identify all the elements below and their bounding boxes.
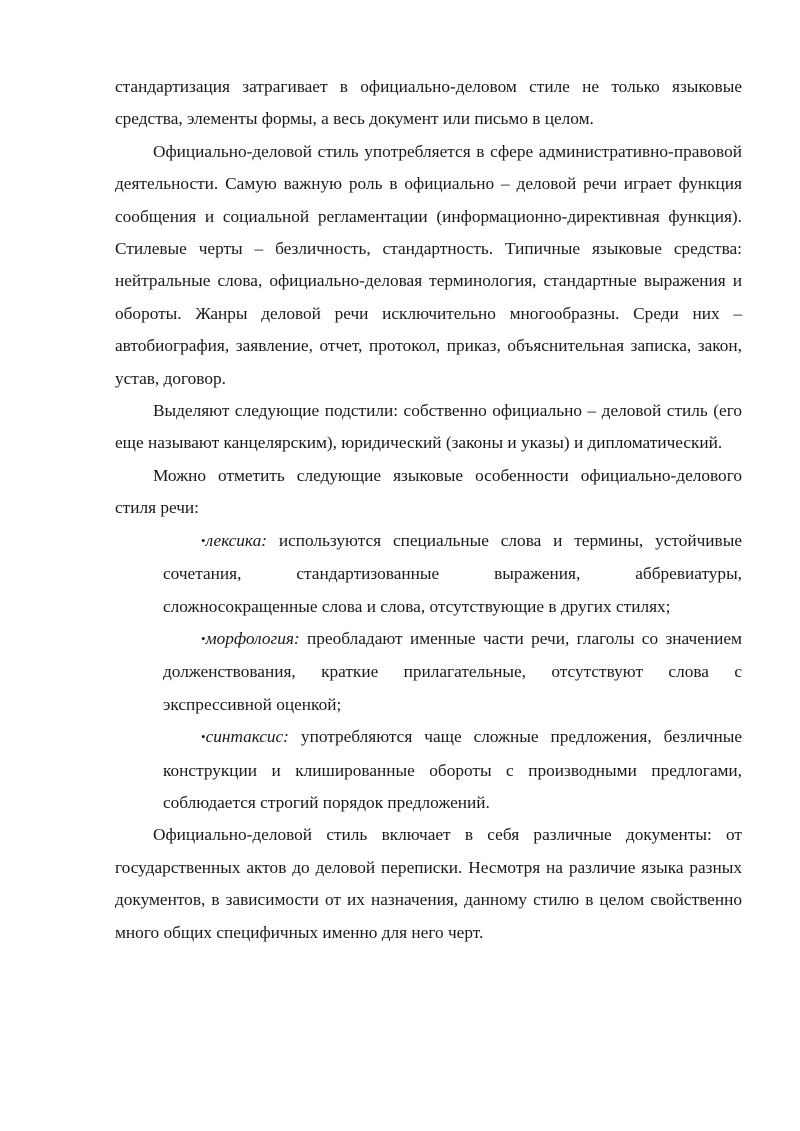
- bullet-item-lexicon: [163, 525, 742, 623]
- bullet-marker: •: [201, 729, 206, 745]
- paragraph-documents: Официально-деловой стиль включает в себя различные документы: от государственных актов до деловой переписки. Несмотря на различие языка разных документов, в зависимости от их назначения, данному стилю в целом свойственно много общих специфичных именно для него черт.: [115, 825, 742, 942]
- bullet-item-morphology: [163, 623, 742, 721]
- bullet-term: морфология:: [205, 628, 300, 648]
- bullet-text: используются специальные слова и термины, устойчивые сочетания, стандартизованные выражения, аббревиатуры, сложносокращенные слова и слова, отсутствующие в других стилях;: [163, 530, 742, 616]
- bullet-marker: •: [201, 532, 206, 548]
- paragraph-substyles: Выделяют следующие подстили: собственно официально – деловой стиль (его еще называют канцелярским), юридический (законы и указы) и дипломатический.: [115, 401, 742, 453]
- paragraph-style-usage: Официально-деловой стиль употребляется в сфере административно-правовой деятельности. Самую важную роль в официально – деловой речи играет функция сообщения и социальной регламентации (информационно-директивная функция). Стилевые черты – безличность, стандартность. Типичные языковые средства: нейтральные слова, официально-деловая терминология, стандартные выражения и обороты. Жанры деловой речи исключительно многообразны. Среди них – автобиография, заявление, отчет, протокол, приказ, объяснительная записка, закон, устав, договор.: [115, 141, 742, 388]
- bullet-marker: •: [201, 630, 206, 646]
- bullet-term: лексика:: [205, 530, 267, 550]
- bullet-term: синтаксис:: [205, 727, 289, 747]
- paragraph-features-intro: Можно отметить следующие языковые особенности официально-делового стиля речи:: [115, 465, 742, 518]
- bullet-text: употребляются чаще сложные предложения, безличные конструкции и клишированные обороты с производными предлогами, соблюдается строгий порядок предложений.: [163, 727, 742, 812]
- bullet-item-syntax: [163, 721, 742, 819]
- paragraph-continuation: стандартизация затрагивает в официально-деловом стиле не только языковые средства, элементы формы, а весь документ или письмо в целом.: [115, 77, 742, 129]
- bullet-text: преобладают именные части речи, глаголы со значением долженствования, краткие прилагательные, отсутствуют слова с экспрессивной оценкой;: [163, 628, 742, 714]
